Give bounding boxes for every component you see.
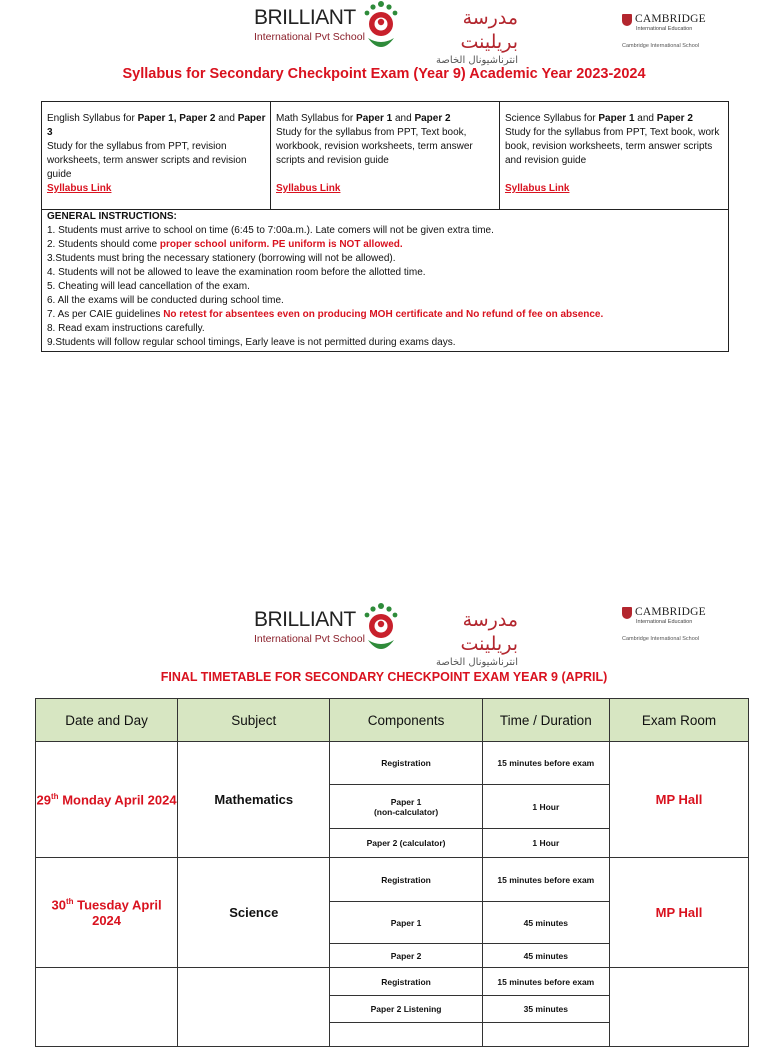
english-syllabus-cell [42, 102, 271, 210]
math-time-2: 1 Hour [482, 785, 609, 829]
math-time-3: 1 Hour [482, 829, 609, 858]
math-component-2-sub: (non-calculator) [373, 806, 439, 817]
instruction-2-red: proper school uniform. PE uniform is NOT allowed. [159, 239, 403, 250]
science-date-rest: Tuesday April 2024 [73, 897, 162, 928]
header-components: Components [330, 699, 482, 742]
science-component-2: Paper 1 [330, 902, 482, 944]
math-subject: Mathematics [178, 742, 330, 858]
science-paper2: Paper 2 [656, 113, 693, 124]
science-subject: Science [178, 858, 330, 968]
instruction-4: 4. Students will not be allowed to leave the examination room before the allotted time. [47, 267, 426, 278]
science-syllabus-cell [500, 102, 729, 210]
english-prefix: English Syllabus for [47, 113, 138, 124]
science-date [36, 858, 178, 968]
english-paper1: Paper 1, Paper 2 [137, 113, 216, 124]
instruction-7-prefix: 7. As per CAIE guidelines [47, 309, 164, 320]
header-room: Exam Room [609, 699, 748, 742]
cambridge-logo [622, 13, 722, 53]
math-date-num: 29 [36, 792, 52, 808]
math-time-1: 15 minutes before exam [482, 742, 609, 785]
table-row [36, 968, 749, 996]
math-date-sup: th [51, 791, 59, 801]
instruction-6: 6. All the exams will be conducted during school time. [47, 295, 284, 306]
cambridge-sub: International Education [636, 26, 693, 32]
english-paper2: Paper 3 [47, 113, 266, 138]
school-name: BRILLIANT [254, 6, 356, 29]
science-date-sup: th [65, 897, 74, 907]
math-paper2: Paper 2 [414, 113, 451, 124]
third-room [609, 968, 748, 1047]
header-time: Time / Duration [482, 699, 609, 742]
science-time-1: 15 minutes before exam [482, 858, 609, 902]
english-syllabus-link[interactable]: Syllabus Link [47, 183, 112, 194]
third-time-1: 15 minutes before exam [482, 968, 609, 996]
school-arabic-subtitle-2: انترناشيونال الخاصة [436, 657, 518, 668]
math-prefix: Math Syllabus for [276, 113, 357, 124]
cambridge-sub-2: International Education [636, 619, 693, 625]
school-arabic-subtitle: انترناشيونال الخاصة [436, 55, 518, 66]
third-subject [178, 968, 330, 1047]
cambridge-logo-2 [622, 606, 722, 646]
instruction-1: 1. Students must arrive to school on time (6:45 to 7:00a.m.). Late comers will not be given extra time. [47, 225, 494, 236]
timetable-header-row [36, 699, 749, 742]
third-component-1: Registration [330, 968, 482, 996]
cambridge-school-2: Cambridge International School [622, 636, 700, 642]
third-component-2: Paper 2 Listening [330, 996, 482, 1023]
science-date-num: 30 [51, 897, 66, 913]
math-room: MP Hall [609, 742, 748, 858]
cambridge-shield-icon [622, 607, 632, 619]
science-room: MP Hall [609, 858, 748, 968]
syllabus-title: Syllabus for Secondary Checkpoint Exam (Year 9) Academic Year 2023-2024 [122, 66, 646, 82]
math-component-2-main: Paper 1 [390, 796, 422, 807]
cambridge-shield-icon [622, 14, 632, 26]
math-desc: Study for the syllabus from PPT, Text book, workbook, revision worksheets, term answer scripts and revision guide [276, 127, 473, 166]
math-syllabus-cell [271, 102, 500, 210]
math-and: and [392, 113, 415, 124]
instructions-heading: GENERAL INSTRUCTIONS: [47, 211, 177, 222]
math-component-3: Paper 2 (calculator) [330, 829, 482, 858]
timetable-table [35, 698, 749, 1047]
science-component-3: Paper 2 [330, 944, 482, 968]
table-row [36, 858, 749, 902]
math-paper1: Paper 1 [356, 113, 393, 124]
english-desc: Study for the syllabus from PPT, revision worksheets, term answer scripts and revision guide [47, 141, 247, 180]
science-time-2: 45 minutes [482, 902, 609, 944]
cambridge-name: CAMBRIDGE [635, 13, 706, 25]
science-prefix: Science Syllabus for [505, 113, 599, 124]
header-date: Date and Day [36, 699, 178, 742]
science-desc: Study for the syllabus from PPT, Text book, work book, revision worksheets, term answer scripts and revision guide [505, 127, 720, 166]
math-component-1: Registration [330, 742, 482, 785]
third-time-3 [482, 1023, 609, 1047]
math-component-2 [330, 785, 482, 829]
header-subject: Subject [178, 699, 330, 742]
third-component-3 [330, 1023, 482, 1047]
math-date-rest: Monday April 2024 [58, 792, 177, 808]
math-syllabus-link[interactable]: Syllabus Link [276, 183, 341, 194]
school-subtitle: International Pvt School [254, 31, 365, 43]
table-row [36, 742, 749, 785]
general-instructions [42, 210, 729, 352]
school-name-2: BRILLIANT [254, 608, 356, 631]
math-date [36, 742, 178, 858]
school-arabic-name-2: مدرسة بريلينت [460, 609, 518, 655]
instruction-8: 8. Read exam instructions carefully. [47, 323, 205, 334]
school-subtitle-2: International Pvt School [254, 633, 365, 645]
instruction-3: 3.Students must bring the necessary stationery (borrowing will not be allowed). [47, 253, 396, 264]
school-emblem-icon [358, 0, 404, 56]
school-emblem-icon [358, 600, 404, 658]
cambridge-school: Cambridge International School [622, 43, 700, 49]
third-time-2: 35 minutes [482, 996, 609, 1023]
school-arabic-name: مدرسة بريلينت [460, 7, 518, 53]
instruction-9: 9.Students will follow regular school timings, Early leave is not permitted during exams days. [47, 337, 456, 348]
third-date [36, 968, 178, 1047]
syllabus-table [41, 101, 729, 352]
timetable-title: FINAL TIMETABLE FOR SECONDARY CHECKPOINT EXAM YEAR 9 (APRIL) [160, 670, 608, 684]
english-and: and [215, 113, 238, 124]
school-logo-2 [254, 606, 524, 668]
instruction-5: 5. Cheating will lead cancellation of the exam. [47, 281, 250, 292]
instruction-7-red: No retest for absentees even on producing MOH certificate and No refund of fee on absence. [163, 309, 604, 320]
science-component-1: Registration [330, 858, 482, 902]
instruction-2-prefix: 2. Students should come [47, 239, 160, 250]
school-logo [254, 4, 524, 66]
science-syllabus-link[interactable]: Syllabus Link [505, 183, 570, 194]
cambridge-name-2: CAMBRIDGE [635, 606, 706, 618]
science-time-3: 45 minutes [482, 944, 609, 968]
science-paper1: Paper 1 [598, 113, 635, 124]
science-and: and [634, 113, 657, 124]
